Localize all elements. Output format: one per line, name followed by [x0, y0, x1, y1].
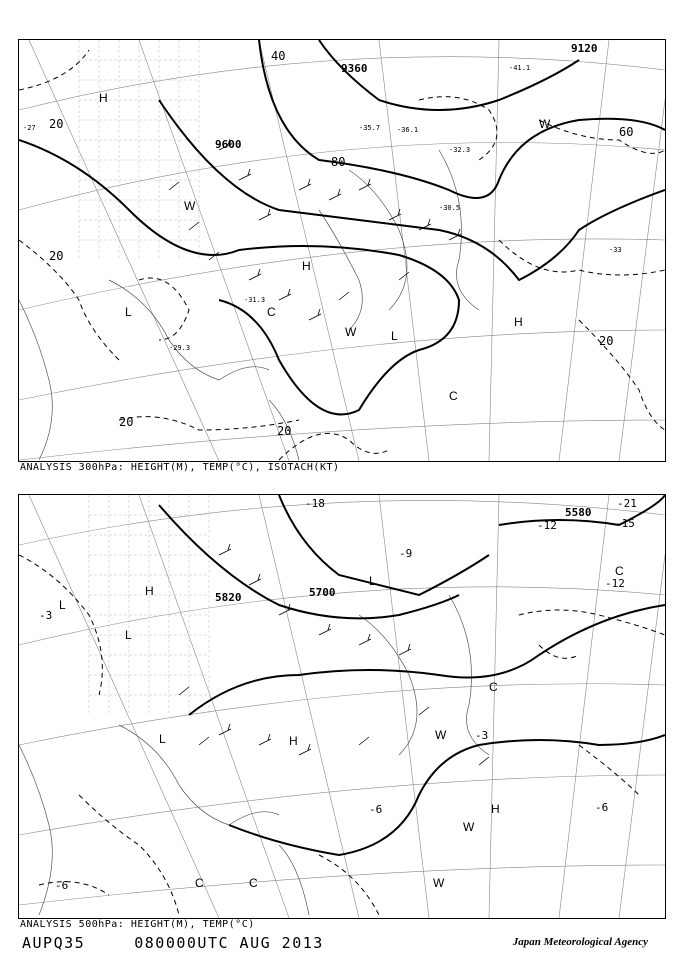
system-high: H [302, 259, 311, 273]
temperature-contours [19, 50, 665, 460]
system-low: L [125, 305, 132, 319]
analysis-500hpa-map [18, 494, 666, 919]
temp-label-29-3: -29.3 [169, 344, 191, 352]
system-warm: W [433, 876, 445, 890]
height-label-5700: 5700 [309, 586, 336, 599]
temp-label-3-a: -3 [39, 609, 53, 622]
system-low: L [59, 598, 66, 612]
height-label-9120: 9120 [571, 42, 598, 55]
system-warm: W [345, 325, 357, 339]
temp-label-35-7: -35.7 [359, 124, 381, 132]
isotach-label-80: 80 [331, 155, 346, 169]
temp-label-41-1: -41.1 [509, 64, 531, 72]
temperature-contours [19, 555, 665, 915]
temp-label-33: -33 [609, 246, 622, 254]
temp-label-12-a: -12 [537, 519, 557, 532]
temp-label-6-c: -6 [55, 879, 69, 892]
product-header [22, 934, 324, 952]
system-low: L [369, 574, 376, 588]
temperature-labels [23, 64, 622, 352]
system-warm: W [539, 117, 551, 131]
caption-300hpa: ANALYSIS 300hPa: HEIGHT(M), TEMP(°C), ISOTACH(KT) [20, 462, 340, 473]
height-label-9600: 9600 [215, 138, 242, 151]
system-markers [59, 564, 624, 890]
isotach-label-40: 40 [271, 49, 286, 63]
graticule [19, 40, 665, 461]
system-cold: C [195, 876, 204, 890]
height-label-5820: 5820 [215, 591, 242, 604]
temp-label-15: -15 [615, 517, 635, 530]
isotach-label-20-c: 20 [119, 415, 134, 429]
isotach-label-20-e: 20 [599, 334, 614, 348]
system-low: L [391, 329, 398, 343]
system-cold: C [267, 305, 276, 319]
product-code: AUPQ35 [22, 934, 86, 952]
analysis-300hpa-map [18, 39, 666, 462]
system-high: H [145, 584, 154, 598]
agency-name: Japan Meteorological Agency [512, 936, 648, 948]
temp-label-30-5: -30.5 [439, 204, 461, 212]
temp-label-6-b: -6 [595, 801, 609, 814]
system-cold: C [249, 876, 258, 890]
caption-500hpa: ANALYSIS 500hPa: HEIGHT(M), TEMP(°C) [20, 919, 255, 930]
height-contours [19, 40, 665, 414]
temp-label-27: -27 [23, 124, 36, 132]
temp-label-36-1: -36.1 [397, 126, 419, 134]
coastlines [19, 595, 489, 915]
valid-time: 080000UTC AUG 2013 [134, 934, 324, 952]
temp-label-6-a: -6 [369, 803, 383, 816]
height-label-5580: 5580 [565, 506, 592, 519]
temp-label-31-3: -31.3 [244, 296, 266, 304]
temperature-labels [39, 497, 637, 892]
temp-label-9: -9 [399, 547, 413, 560]
chart-500hpa-svg [19, 495, 665, 918]
chart-300hpa-svg [19, 40, 665, 461]
system-cold: C [615, 564, 624, 578]
system-low: L [125, 628, 132, 642]
isotach-labels [49, 49, 633, 438]
system-cold: C [489, 680, 498, 694]
system-high: H [491, 802, 500, 816]
temp-label-18: -18 [305, 497, 325, 510]
isotach-label-20-d: 20 [277, 424, 292, 438]
temp-label-12-b: -12 [605, 577, 625, 590]
system-high: H [99, 91, 108, 105]
temp-label-21: -21 [617, 497, 637, 510]
system-warm: W [435, 728, 447, 742]
station-grid [79, 40, 199, 260]
system-warm: W [184, 199, 196, 213]
isotach-label-60: 60 [619, 125, 634, 139]
system-low: L [159, 732, 166, 746]
temp-label-32-3: -32.3 [449, 146, 471, 154]
isotach-label-20-a: 20 [49, 117, 64, 131]
temp-label-3-b: -3 [475, 729, 489, 742]
height-label-9360: 9360 [341, 62, 368, 75]
system-high: H [514, 315, 523, 329]
isotach-label-20-b: 20 [49, 249, 64, 263]
system-cold: C [449, 389, 458, 403]
system-high: H [289, 734, 298, 748]
system-warm: W [463, 820, 475, 834]
